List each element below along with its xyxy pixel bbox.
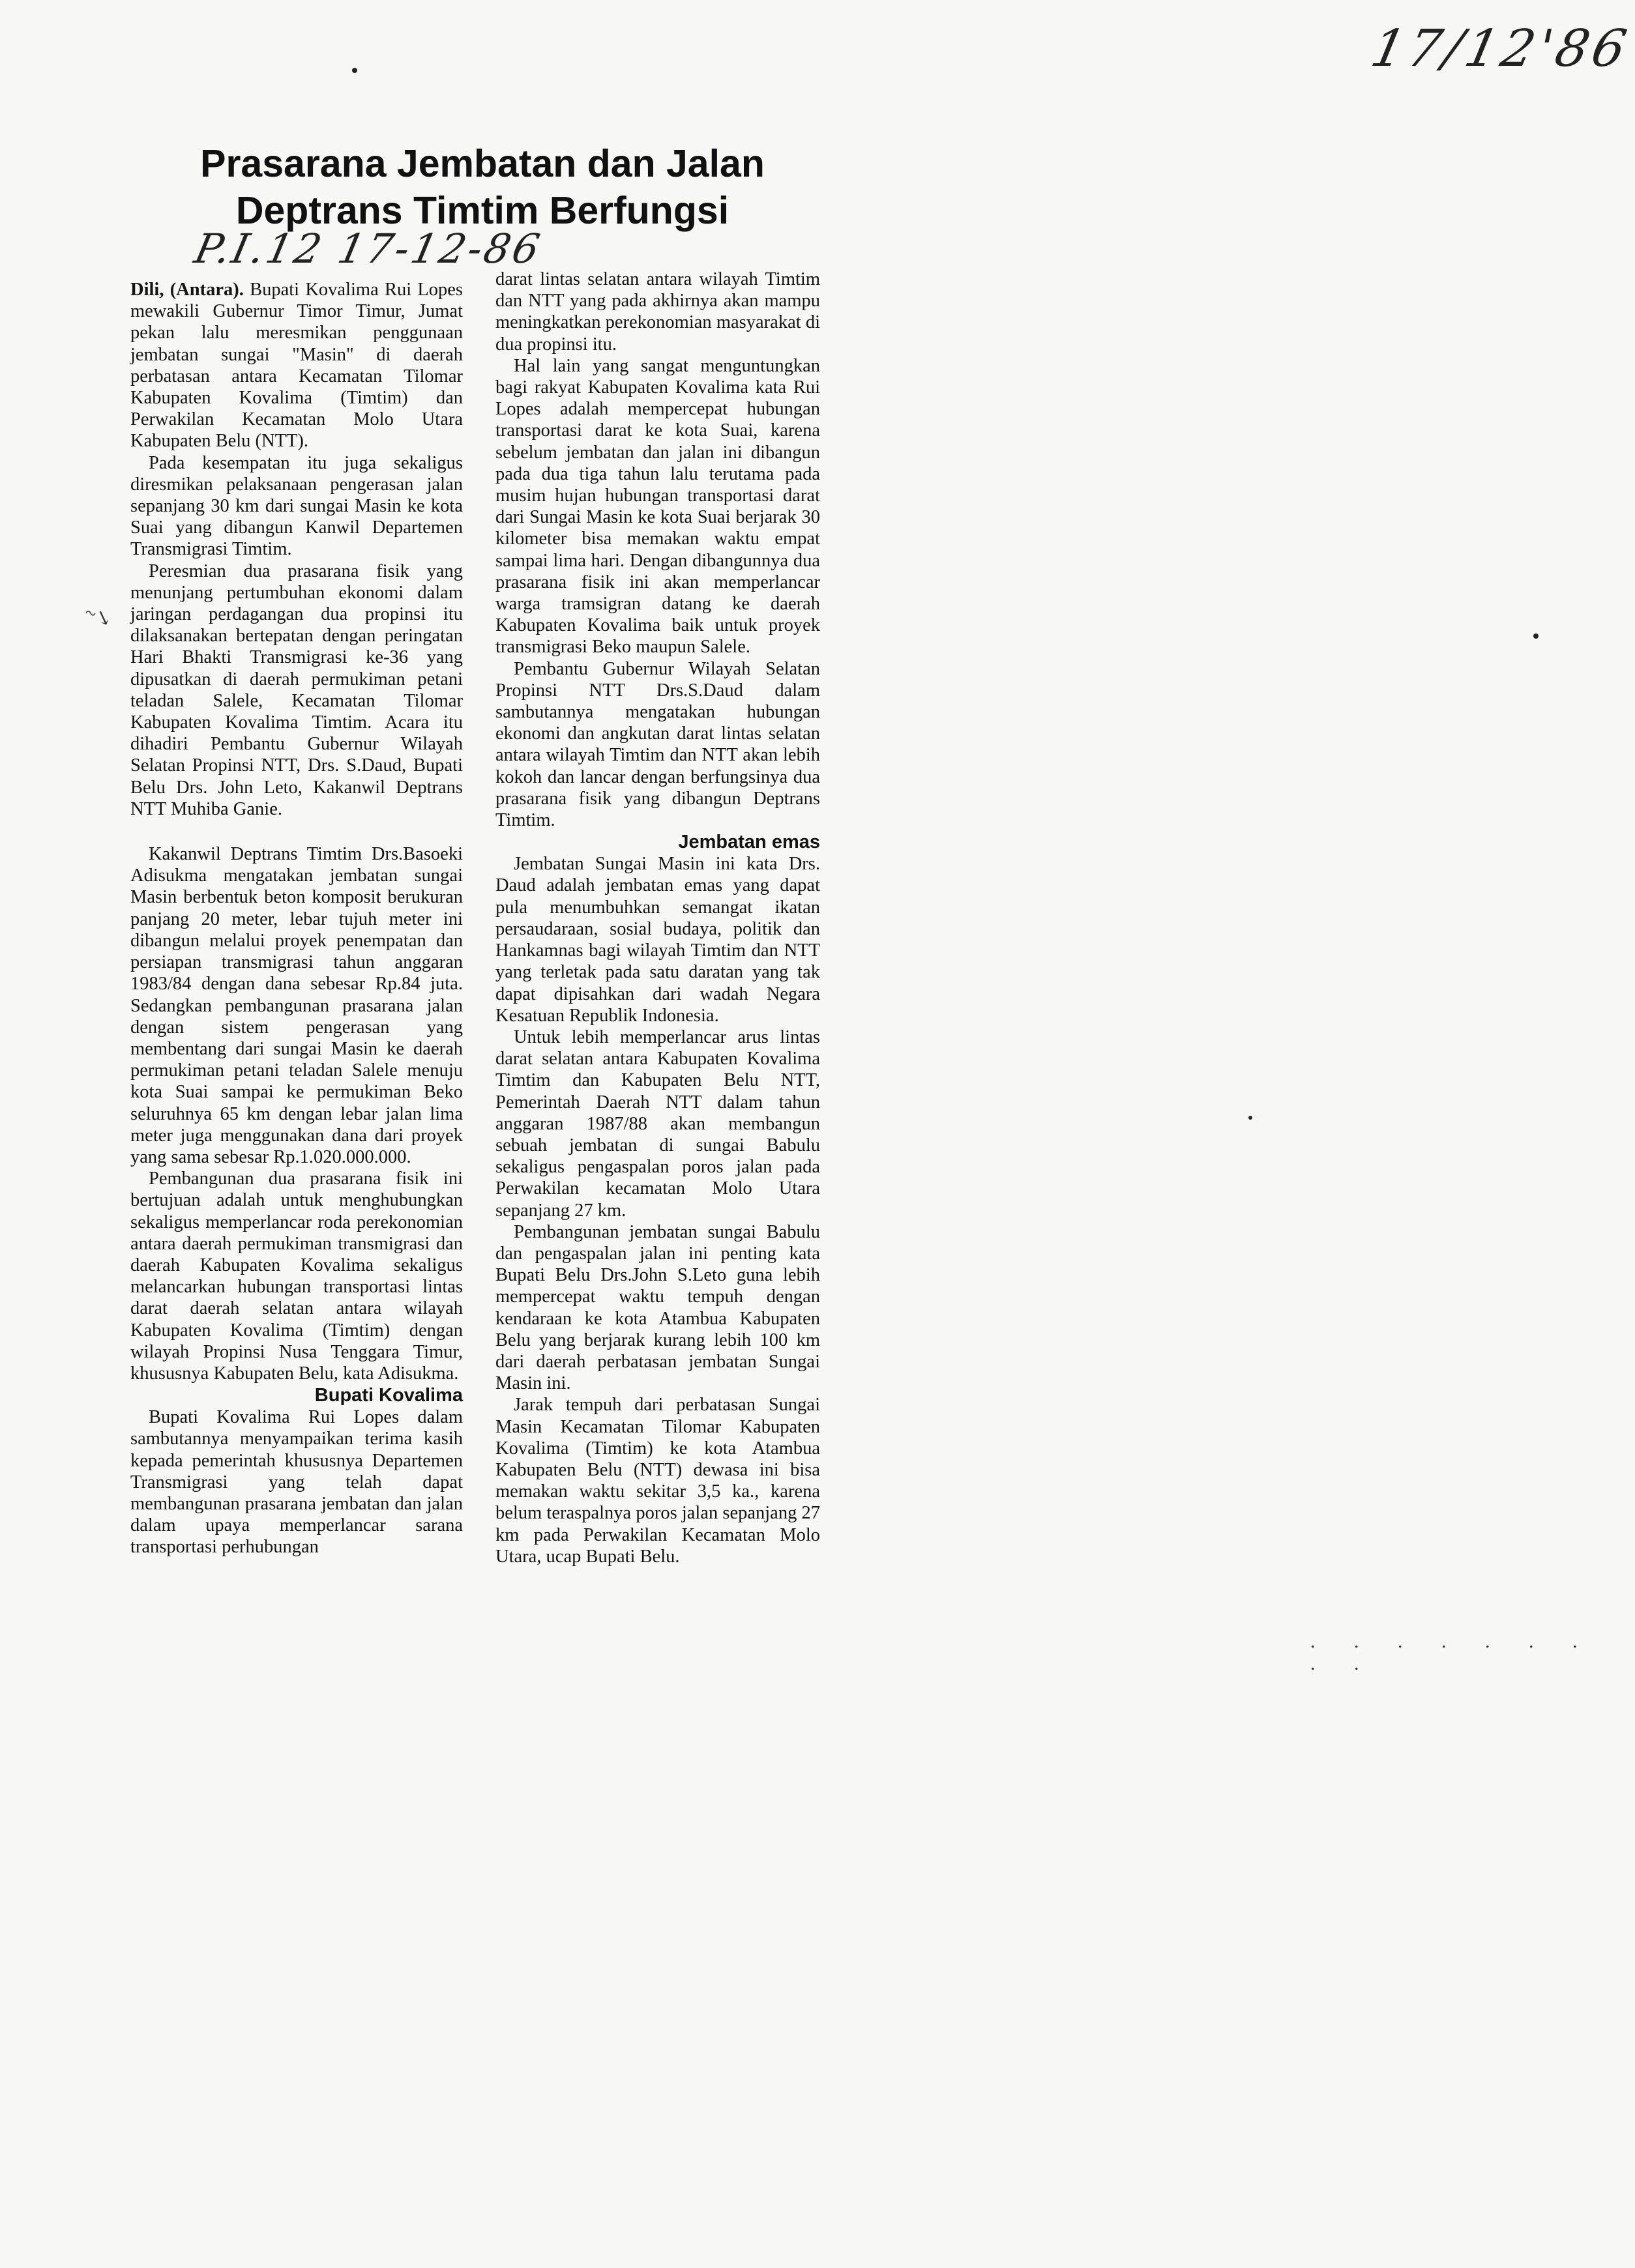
article-paragraph: Peresmian dua prasarana fisik yang menunjang pertumbuhan ekonomi dalam jaringan perdagangan dua propinsi itu dilaksanakan bertepatan dengan peringatan Hari Bhakti Transmigrasi ke-36 yang dipusatkan di daerah permukiman petani teladan Salele, Kecamatan Tilomar Kabupaten Kovalima Timtim. Acara itu dihadiri Pembantu Gubernur Wilayah Selatan Propinsi NTT, Drs. S.Daud, Bupati Belu Drs. John Leto, Kakanwil Deptrans NTT Muhiba Ganie.: [130, 560, 463, 819]
handwritten-source-note: P.I.12 17-12-86: [190, 225, 547, 272]
article-paragraph: Dili, (Antara). Bupati Kovalima Rui Lopes mewakili Gubernur Timor Timur, Jumat pekan lalu meresmikan penggunaan jembatan sungai "Masin" di daerah perbatasan antara Kecamatan Tilomar Kabupaten Kovalima (Timtim) dan Perwakilan Kecamatan Molo Utara Kabupaten Belu (NTT).: [130, 280, 464, 452]
article-paragraph: Jembatan Sungai Masin ini kata Drs. Daud adalah jembatan emas yang dapat pula menumbuhkan semangat ikatan persaudaraan, sosial budaya, politik dan Hankamnas bagi wilayah Timtim dan NTT yang terletak pada satu daratan yang tak dapat dipisahkan dari wadah Negara Kesatuan Republik Indonesia.: [495, 854, 820, 1026]
margin-arrow-mark: ~↘: [81, 601, 115, 632]
article-paragraph: Pada kesempatan itu juga sekaligus diresmikan pelaksanaan pengerasan jalan sepanjang 30 km dari sungai Masin ke kota Suai yang dibangun Kanwil Departemen Transmigrasi Timtim.: [130, 452, 463, 560]
article-paragraph: Pembangunan jembatan sungai Babulu dan pengaspalan jalan ini penting kata Bupati Belu Drs.John S.Leto guna lebih mempercepat waktu tempuh dengan kendaraan ke kota Atambua Kabupaten Belu yang berjarak kurang lebih 100 km dari daerah perbatasan jembatan Sungai Masin ini.: [495, 1221, 820, 1394]
article-paragraph: Untuk lebih memperlancar arus lintas darat selatan antara Kabupaten Kovalima Timtim dan Kabupaten Belu NTT, Pemerintah Daerah NTT dalam tahun anggaran 1987/88 akan membangun sebuah jembatan di sungai Babulu sekaligus pengaspalan poros jalan pada Perwakilan kecamatan Molo Utara sepanjang 27 km.: [495, 1026, 820, 1221]
article-paragraph: Jarak tempuh dari perbatasan Sungai Masin Kecamatan Tilomar Kabupaten Kovalima (Timtim) ke kota Atambua Kabupaten Belu (NTT) dewasa ini bisa memakan waktu sekitar 3,5 ka., karena belum teraspalnya poros jalan sepanjang 27 km pada Perwakilan Kecamatan Molo Utara, ucap Bupati Belu.: [495, 1395, 820, 1567]
article-headline: Prasarana Jembatan dan Jalan Deptrans Timtim Berfungsi: [200, 142, 765, 232]
handwritten-date: 17/12'86: [1366, 20, 1635, 78]
article-paragraph: Kakanwil Deptrans Timtim Drs.Basoeki Adisukma mengatakan jembatan sungai Masin berbentuk beton komposit berukuran panjang 20 meter, lebar tujuh meter ini dibangun melalui proyek penempatan dan persiapan transmigrasi tahun anggaran 1983/84 dengan dana sebesar Rp.84 juta. Sedangkan pembangunan prasarana jalan dengan sistem pengerasan yang membentang dari sungai Masin ke daerah permukiman petani teladan Salele menuju kota Suai sampai ke permukiman Beko seluruhnya 65 km dengan lebar jalan lima meter juga menggunakan dana dari proyek yang sama sebesar Rp.1.020.000.000.: [130, 844, 463, 1167]
subheading-jembatan-emas: Jembatan emas: [678, 832, 820, 853]
speck-dot: [1533, 633, 1539, 639]
article-paragraph: Pembantu Gubernur Wilayah Selatan Propinsi NTT Drs.S.Daud dalam sambutannya mengatakan hubungan ekonomi dan angkutan darat lintas selatan antara wilayah Timtim dan NTT akan lebih kokoh dan lancar dengan berfungsinya dua prasarana fisik yang dibangun Deptrans Timtim.: [495, 658, 820, 831]
subheading-bupati-kovalima: Bupati Kovalima: [314, 1385, 463, 1406]
article-column-left: [130, 279, 463, 1558]
speck-dot: [352, 68, 357, 73]
article-paragraph: Pembangunan dua prasarana fisik ini bertujuan adalah untuk menghubungkan sekaligus memperlancar roda perekonomian antara daerah permukiman transmigrasi dan daerah Kabupaten Kovalima sekaligus melancarkan hubungan transportasi lintas darat daerah selatan antara wilayah Kabupaten Kovalima (Timtim) dengan wilayah Propinsi Nusa Tenggara Timur, khususnya Kabupaten Belu, kata Adisukma.: [130, 1169, 463, 1384]
dateline: Dili, (Antara).: [130, 280, 244, 300]
article-paragraph: Hal lain yang sangat menguntungkan bagi rakyat Kabupaten Kovalima kata Rui Lopes adalah mempercepat hubungan transportasi darat ke kota Suai, karena sebelum jembatan dan jalan ini dibangun pada dua tiga tahun lalu terutama pada musim hujan hubungan transportasi darat dari Sungai Masin ke kota Suai berjarak 30 kilometer bisa memakan waktu empat sampai lima hari. Dengan dibangunnya dua prasarana fisik ini akan memperlancar warga tramsigran datang ke daerah Kabupaten Kovalima baik untuk proyek transmigrasi Beko maupun Salele.: [495, 355, 820, 658]
margin-dots: . . . . . . . . .: [1310, 1631, 1595, 1674]
article-paragraph: Bupati Kovalima Rui Lopes dalam sambutannya menyampaikan terima kasih kepada pemerintah khususnya Departemen Transmigrasi yang telah dapat membangunan prasarana jembatan dan jalan dalam upaya memperlancar sarana transportasi perhubungan: [130, 1407, 463, 1558]
article-column-right: [495, 269, 820, 1567]
speck-dot: [1248, 1116, 1252, 1120]
article-paragraph: darat lintas selatan antara wilayah Timtim dan NTT yang pada akhirnya akan mampu meningkatkan perekonomian masyarakat di dua propinsi itu.: [495, 269, 820, 355]
